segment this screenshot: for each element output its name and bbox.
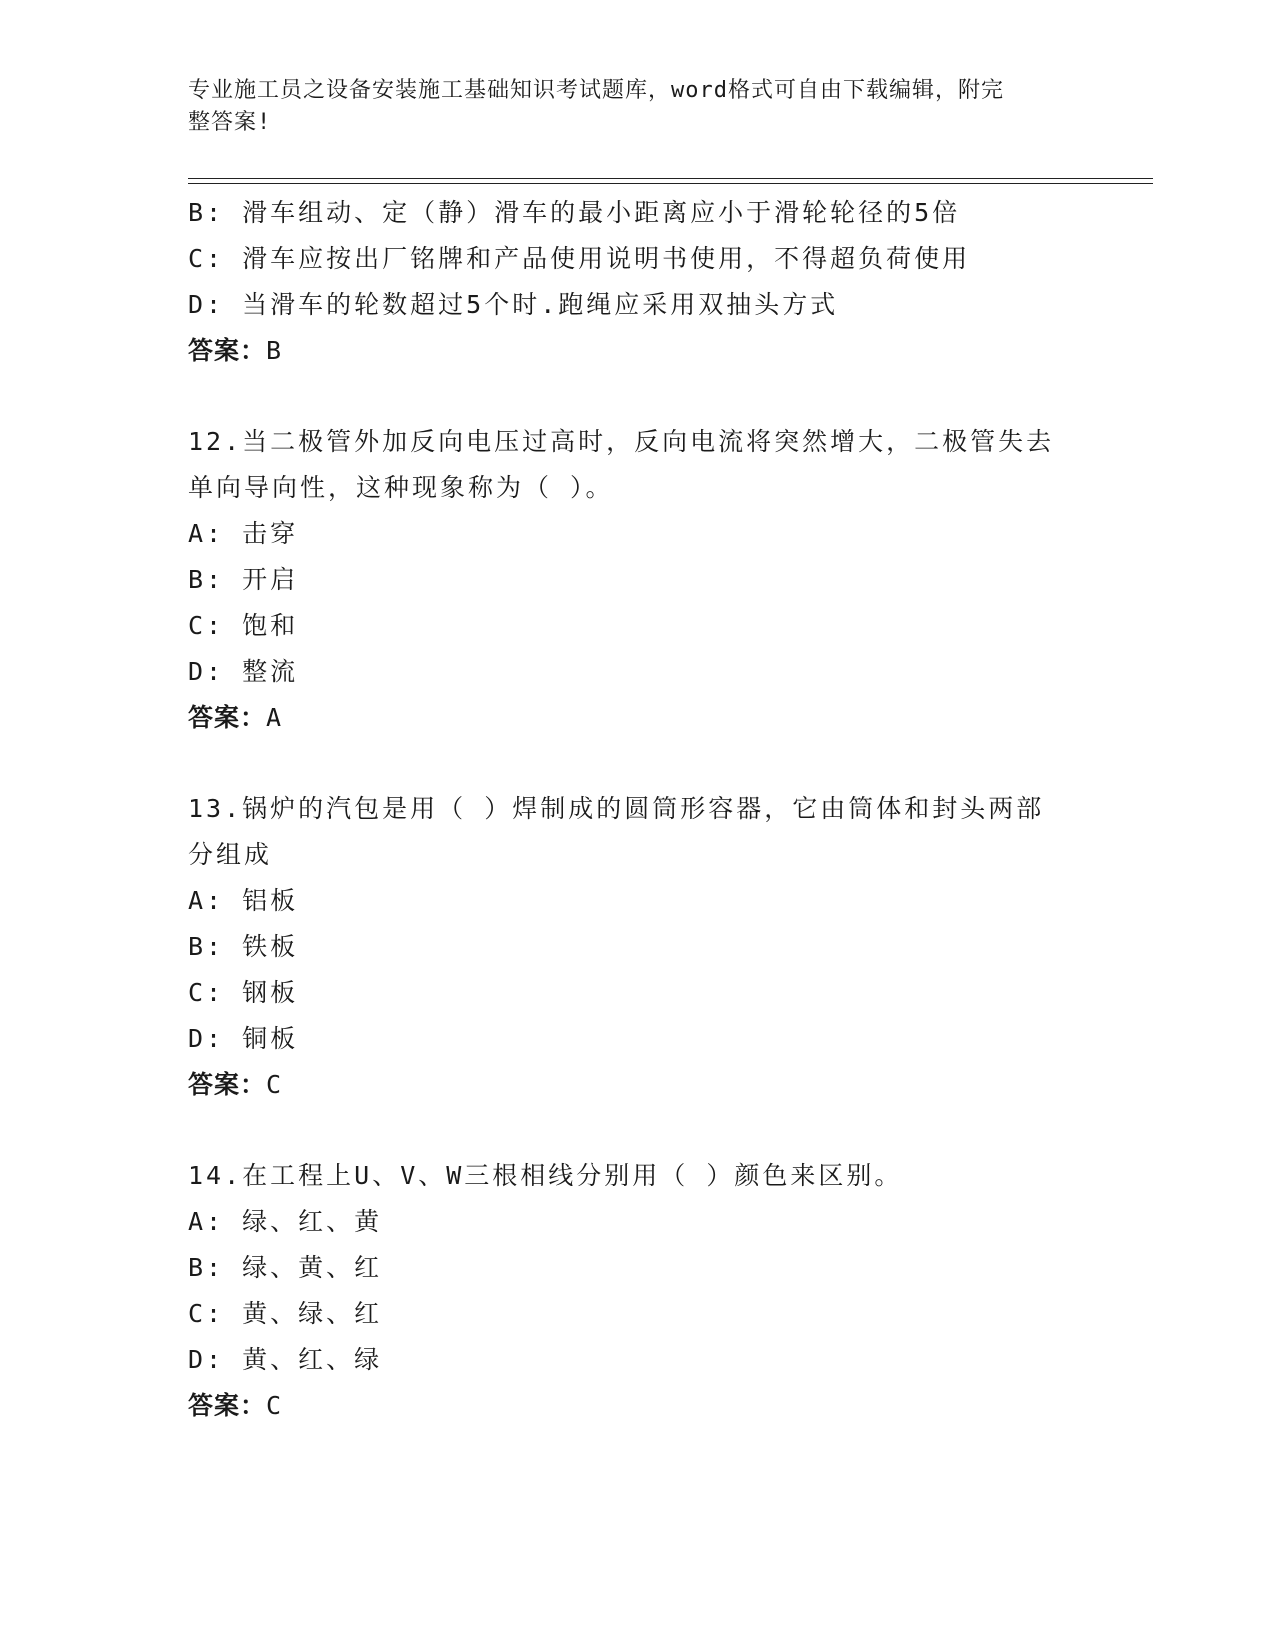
- answer-label: 答案：: [188, 1391, 267, 1420]
- option-c: C: 饱和: [188, 611, 299, 640]
- option-b: B: 铁板: [188, 932, 299, 961]
- option-c: C: 滑车应按出厂铭牌和产品使用说明书使用，不得超负荷使用: [188, 244, 971, 273]
- question-stem-cont: 分组成: [188, 840, 273, 869]
- answer-row: [188, 328, 1088, 374]
- question-stem: 12.当二极管外加反向电压过高时，反向电流将突然增大，二极管失去: [188, 427, 1055, 456]
- answer-row: [188, 1383, 1088, 1429]
- answer-value: C: [266, 1391, 283, 1420]
- question-11-tail: [188, 190, 1088, 374]
- header-line-1: 专业施工员之设备安装施工基础知识考试题库，word格式可自由下载编辑，附完: [188, 78, 1004, 103]
- document-header: [188, 75, 1068, 139]
- option-d: D: 当滑车的轮数超过5个时.跑绳应采用双抽头方式: [188, 290, 839, 319]
- option-b: B: 滑车组动、定（静）滑车的最小距离应小于滑轮轮径的5倍: [188, 198, 961, 227]
- answer-label: 答案：: [188, 703, 267, 732]
- question-13: [188, 786, 1088, 1108]
- option-b: B: 绿、黄、红: [188, 1253, 383, 1282]
- header-line-2: 整答案!: [188, 110, 272, 135]
- question-stem: 14.在工程上U、V、W三根相线分别用（ ）颜色来区别。: [188, 1161, 903, 1190]
- option-c: C: 黄、绿、红: [188, 1299, 383, 1328]
- option-a: A: 击穿: [188, 519, 299, 548]
- answer-value: B: [266, 336, 283, 365]
- answer-label: 答案：: [188, 1070, 267, 1099]
- answer-label: 答案：: [188, 336, 267, 365]
- header-divider-top: [188, 178, 1153, 179]
- question-12: [188, 419, 1088, 741]
- header-divider-bottom: [188, 183, 1153, 184]
- question-stem: 13.锅炉的汽包是用（ ）焊制成的圆筒形容器，它由筒体和封头两部: [188, 794, 1045, 823]
- option-a: A: 绿、红、黄: [188, 1207, 383, 1236]
- option-d: D: 铜板: [188, 1024, 299, 1053]
- option-b: B: 开启: [188, 565, 299, 594]
- option-a: A: 铝板: [188, 886, 299, 915]
- option-d: D: 黄、红、绿: [188, 1345, 383, 1374]
- answer-row: [188, 695, 1088, 741]
- answer-value: C: [266, 1070, 283, 1099]
- question-14: [188, 1153, 1088, 1429]
- question-list: [188, 190, 1088, 1429]
- option-c: C: 钢板: [188, 978, 299, 1007]
- answer-row: [188, 1062, 1088, 1108]
- answer-value: A: [266, 703, 283, 732]
- question-stem-cont: 单向导向性，这种现象称为（ ）。: [188, 473, 614, 502]
- option-d: D: 整流: [188, 657, 299, 686]
